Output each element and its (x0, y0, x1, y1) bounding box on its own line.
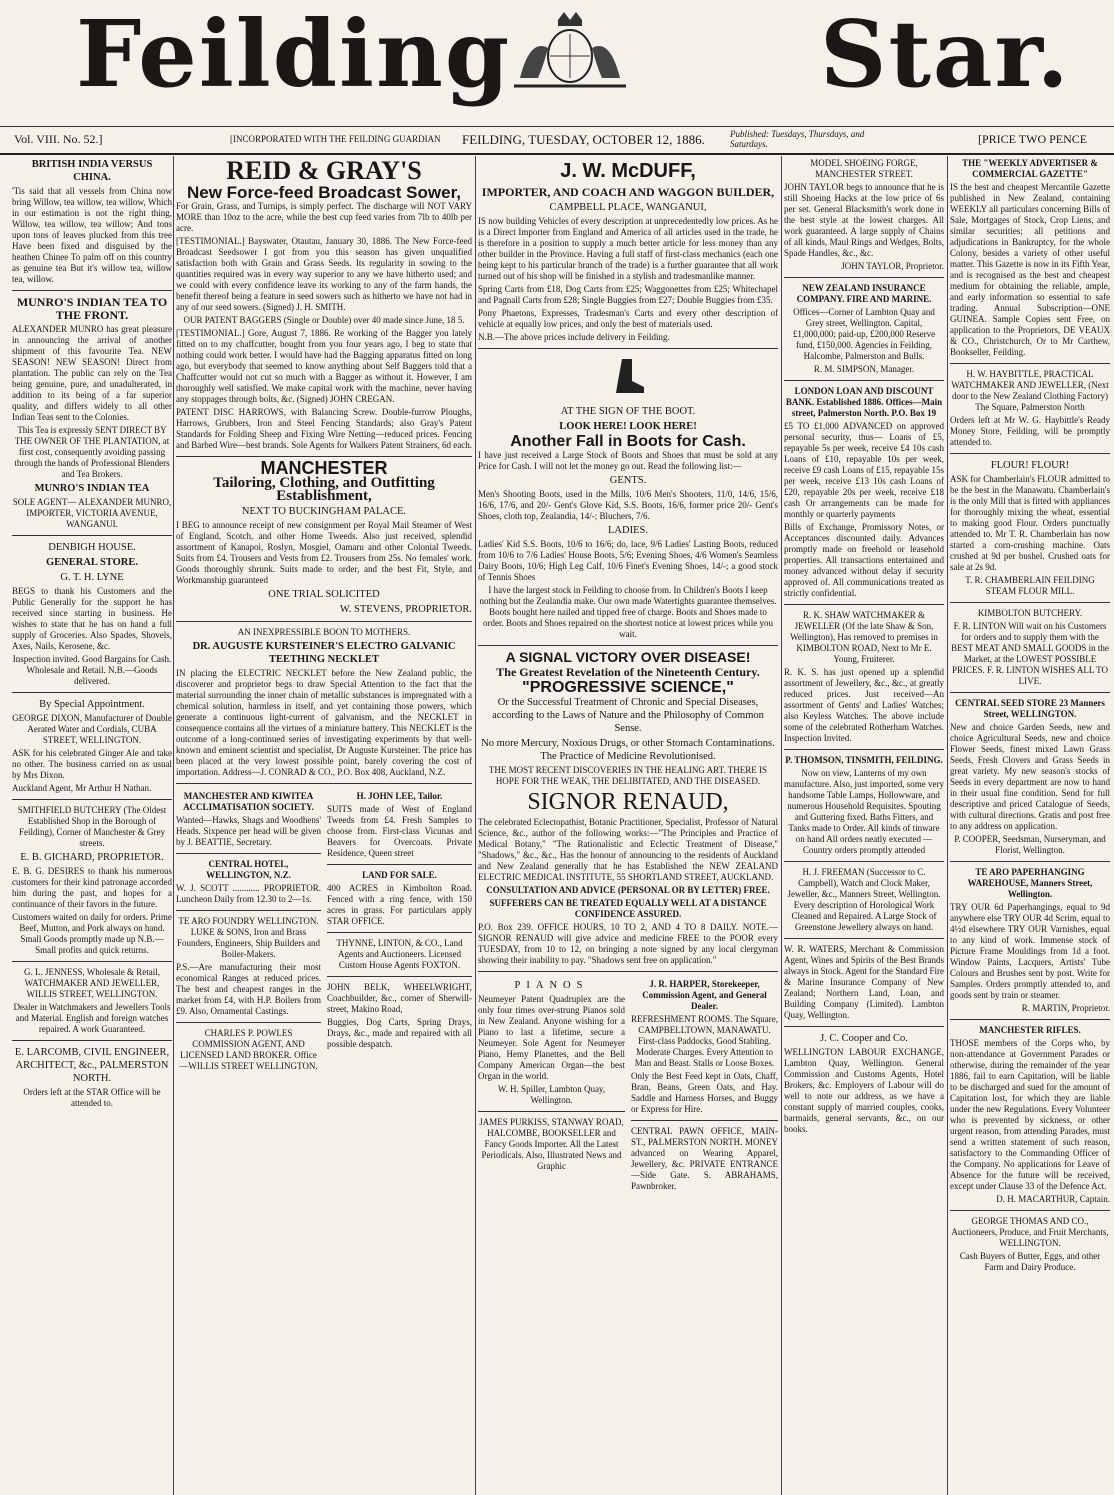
ad-body: I have the largest stock in Feilding to choose from. In Children's Boots I keep nothing but the Zealandia make. Our own made Watertights guarantee themselves. Boots bought here nailed and tipped free of charge. Boots and Shoes made to order. Boots and Shoes repaired on the shortest notice at lowest prices while you wait. (479, 585, 777, 639)
ad-body: W. H. Spiller, Lambton Quay, Wellington. (497, 1084, 606, 1105)
ad-body: I BEG to announce receipt of new consignment per Royal Mail Steamer of West of England, Scotch, and other Home Tweeds. Also just received, splendid assortment of Kanapoi, Roslyn, Mosgiel, Oamaru and other Colonial Tweeds. Suits from £4. Trousers and Vests from £2. Trousers from 25s. No females' work. Goods thoroughly shrunk. Suits made to order, and the best Fit, Style, and Workmanship guaranteed (176, 520, 472, 585)
ad-heading: NEXT TO BUCKINGHAM PALACE. (241, 506, 407, 517)
ad-heading: DR. AUGUSTE KURSTEINER'S ELECTRO GALVANIC TEETHING NECKLET (192, 641, 456, 665)
ad-heading: The Greatest Revelation of the Nineteenth Century. (496, 665, 760, 679)
ad-body: JAMES PURKISS, STANWAY ROAD, HALCOMBE, BOOKSELLER and Fancy Goods Importer. All the Latest Periodicals. Also, Illustrated News and Graphic (479, 1117, 624, 1171)
ad-heading: E. LARCOMB, CIVIL ENGINEER, ARCHITECT, &c., PALMERSTON NORTH. (14, 1047, 170, 1084)
small-ads-grid (478, 977, 778, 1194)
ad-body: JOHN BELK, WHEELWRIGHT, Coachbuilder, &c., corner of Sherwill-street, Makino Road, (327, 982, 472, 1014)
small-ads-grid (176, 789, 472, 1074)
ad-heading: SIGNOR RENAUD, (527, 789, 729, 815)
ad-body: P.S.—Are manufacturing their most economical Ranges at reduced prices. The best and cheapest ranges in the market from £4, with H.P. Boilers from £9. Also, Ornamental Castings. (176, 962, 321, 1016)
ad-heading: KIMBOLTON BUTCHERY. (977, 608, 1083, 618)
ad-body: The celebrated Eclectopathist, Botanic Practitioner, Specialist, Professor of Natural Science, &c., author of the following works:—"The Principles and Practice of Medical Botany," "The Rationalistic and Eclectic Treatment of Disease," "Shadows," &c., &c., Has the honour of announcing to the residents of Auckland and New Zealand generally that he has Established the NEW ZEALAND ELECTRIC MEDICAL INSTITUTE, 55 SHORTLAND STREET, AUCKLAND. (478, 817, 778, 882)
ad-body: F. R. LINTON Will wait on his Customers for orders and to supply them with the BEST MEAT AND SMALL GOODS in the Market, at the LOWEST POSSIBLE PRICES. F. R. LINTON WISHES ALL TO LIVE. (951, 621, 1109, 686)
ad-body: T. R. CHAMBERLAIN FEILDING STEAM FLOUR MILL. (965, 575, 1095, 596)
ad-heading: REID & GRAY'S (226, 156, 422, 185)
ad-heading: J. C. Cooper and Co. (820, 1033, 908, 1044)
ad-body: SMITHFIELD BUTCHERY (The Oldest Established Shop in the Borough of Feilding), Corner of Manchester & Grey streets. (17, 805, 167, 848)
ad-body: W. R. WATERS, Merchant & Commission Agent, Wines and Spirits of the Best Brands always in Stock. Agent for the Standard Fire & Marine Insurance Company of New Zealand; Northern Land, Loan, and Building Company (Limited). Lambton Quay, Wellington. (784, 944, 944, 1020)
issue-date: FEILDING, TUESDAY, OCTOBER 12, 1886. (462, 132, 705, 147)
ad-heading: GENERAL STORE. (45, 557, 138, 568)
column-4 (784, 156, 944, 1495)
incorporated-note: [INCORPORATED WITH THE FEILDING GUARDIAN (230, 134, 441, 144)
column-1 (12, 156, 172, 1495)
volume-number: Vol. VIII. No. 52.] (14, 132, 103, 146)
ad-body: R. M. SIMPSON, Manager. (813, 364, 915, 374)
ad-heading: G. T. H. LYNE (60, 572, 124, 583)
dateline (0, 126, 1114, 155)
ad-body: For Grain, Grass, and Turnips, is simply perfect. The discharge will NOT VARY MORE than 10oz to the acre, while the best cup feed varies from 7lb to 40lb per acre. (176, 201, 472, 233)
ad-heading: GENTS. (609, 475, 647, 486)
ad-body: CHARLES P. POWLES COMMISSION AGENT, AND LICENSED LAND BROKER. Office—WILLIS STREET WELLINGTON. (179, 1028, 318, 1071)
ad-body: D. H. MACARTHUR, Captain. (996, 1194, 1110, 1204)
ad-heading: FLOUR! FLOUR! (990, 460, 1070, 471)
ad-body: 'Tis said that all vessels from China now bring Willow, tea willow, tea willow, Which in our estimation is not the right thing, Willow, tea willow, tea willow; And tons upon tons of leaves plucked from this tree Have been fixed and disguised by the heathen Chinee To palm off on this country as genuine tea But it's willow tea, willow tea, willow. (12, 186, 172, 284)
column-2 (176, 156, 472, 1495)
masthead-title-right: Star. (820, 0, 1071, 108)
ad-heading: CENTRAL SEED STORE 23 Manners Street, WELLINGTON. (955, 698, 1105, 719)
ad-heading: LONDON LOAN AND DISCOUNT BANK. Established 1886. Offices—Main street, Palmerston North. P.O. Box 19 (785, 386, 943, 418)
ad-body: REFRESHMENT ROOMS. The Square, CAMPBELLTOWN, MANAWATU. First-class Paddocks, Good Stabling. Moderate Charges. Every Attention to Man and Beast. Stalls or Loose Boxes. (631, 1014, 778, 1068)
ad-heading: MODEL SHOEING FORGE, MANCHESTER STREET. (810, 158, 918, 179)
ad-body: Neumeyer Patent Quadruplex are the only four times over-strung Pianos sold in New Zealand. Anyone wishing for a Piano to last a lifetime, secure a Neumeyer. Sole Agent for Neumeyer Piano, Hemy Planettes, and the Bell Company American Organ—the best Organ in the world. (478, 994, 625, 1081)
ad-body: TRY OUR 6d Paperhangings, equal to 9d anywhere else TRY OUR 4d Scrim, equal to 4½d elsewhere TRY OUR Varnishes, equal to any kind of work. Immense stock of Picture Frame Mouldings from 1d a foot. Window Paints, Lacquers, Artists' Tube Colours and Brushes sent by post. Write for Samples. Orders promptly attended to, and goods sent by train or steamer. (950, 902, 1110, 1000)
ad-body: ONE TRIAL SOLICITED (268, 589, 380, 600)
ad-body: W. STEVENS, PROPRIETOR. (339, 604, 472, 615)
ad-heading: DENBIGH HOUSE. (48, 542, 136, 553)
ad-body: Orders left at Mr W. G. Haybittle's Ready Money Store, Feilding, will be promptly attended to. (950, 415, 1110, 447)
ad-body: Offices—Corner of Lambton Quay and Grey street, Wellington. Capital, £1,000,000; paid-up, £200,000 Reserve fund, £150,000. Agencies in Feilding, Halcombe, Palmerston and Bulls. (792, 307, 936, 361)
ad-body: Pony Phaetons, Expresses, Tradesman's Carts and every other description of vehicle at equally low prices, and only the best of materials used. (478, 308, 778, 329)
ad-body: Customers waited on daily for orders. Prime Beef, Mutton, and Pork always on hand. Small Goods promptly made up N.B.—Small profits and quick returns. (12, 912, 172, 955)
ad-body: SUITS made of West of England Tweeds from £4. Fresh Samples to choose from. First-class Vicunas and Beavers for Overcoats. Private Residence, Queen street (327, 804, 472, 858)
boot-icon (608, 357, 648, 397)
ad-body: Wanted—Hawks, Shags and Woodhens' Heads. Sixpence per head will be given by J. BEATTIE, Secretary. (176, 815, 321, 847)
ad-body: P.O. Box 239. OFFICE HOURS, 10 TO 2, AND 4 TO 8 DAILY. NOTE.—SIGNOR RENAUD will give advice and medicine FREE to the POOR every TUESDAY, from 10 to 12, on bringing a note signed by any local clergyman showing their inability to pay. "Shadows sent free on application." (478, 922, 778, 965)
ad-body: [TESTIMONIAL.] Gore, August 7, 1886. Re working of the Bagger you lately fitted on to my chaffcutter, bought from you four years ago, I beg to state that nothing could work better. I would have had the Bagging apparatus fitted on long ago, but everybody that seemed to know anything about Self Baggers told that a Chaffcutter would not cut so much with a Bagger as without it. However, I am thoroughly well satisfied. We make capital work with the machine, never having any stoppages through bolts, &c. (Signed) JOHN CREGAN. (176, 328, 472, 404)
ad-body: G. L. JENNESS, Wholesale & Retail, WATCHMAKER AND JEWELLER, WILLIS STREET, WELLINGTON. (23, 967, 161, 999)
ad-body: IS now building Vehicles of every description at unprecedentedly low prices. As he is a Direct Importer from England and America of all articles used in the trade, he is therefore in a position to supply a much better article for less money than any other builder in the Province. Having a full staff of first-class mechanics (each one being kept to his particular branch of the trade) is a further guarantee that all work turned out of his shop will be finished in a stylish and tradesmanlike manner. (478, 216, 778, 281)
ad-heading: Tailoring, Clothing, and Outfitting Establishment, (213, 475, 435, 504)
ad-heading: P. THOMSON, TINSMITH, FEILDING. (785, 755, 943, 765)
ad-body: R. K. S. has just opened up a splendid assortment of Jewellery, &c., &c., at greatly reduced prices. Just received—An assortment of Gents' and Ladies' Watches; also Keyless Watches. The above include some of the celebrated Rotherham Watches. Inspection Invited. (784, 667, 944, 743)
ad-heading: PIANOS (514, 980, 589, 991)
ad-body: ASK for his celebrated Ginger Ale and take no other. The business carried on as usual by Mrs Dixon. (12, 748, 172, 780)
ad-heading: MUNRO'S INDIAN TEA (34, 483, 150, 494)
ad-body: P. COOPER, Seedsman, Nurseryman, and Florist, Wellington. (954, 834, 1106, 855)
ad-heading: Another Fall in Boots for Cash. (510, 433, 746, 450)
ad-body: No more Mercury, Noxious Drugs, or other Stomach Contaminations. The Practice of Medicine Revolutionised. (481, 738, 775, 762)
ad-heading: MUNRO'S INDIAN TEA TO THE FRONT. (16, 295, 168, 322)
ad-heading: H. JOHN LEE, Tailor. (356, 791, 443, 801)
ad-body: Ladies' Kid S.S. Boots, 10/6 to 16/6; do, lace, 9/6 Ladies' Lasting Boots, reduced from 10/6 to 7/6 Ladies' House Boots, 5/6; Evening Shoes, 4/6 Women's Seamless Dairy Boots, 10/6; High Leg Calf, 10/6 Finet's Evening Shoes, 14/-; a good stock of Tennis Shoes (478, 539, 778, 582)
ad-body: H. J. FREEMAN (Successor to C. Campbell), Watch and Clock Maker, Jeweller, &c., Manners Street, Wellington. Every description of Horological Work Cleaned and Repaired. A Large Stock of Greenstone Jewellery always on hand. (787, 867, 941, 932)
ad-body: R. MARTIN, Proprietor. (1021, 1003, 1110, 1013)
ad-body: ALEXANDER MUNRO has great pleasure in announcing the arrival of another shipment of this favourite Tea. NEW SEASON! NEW SEASON! Direct from plantation. The public can rely on the Tea being genuine, pure, and unadulterated, in addition to its being of a far superior quality, and differs widely to all other Indian Teas sent to the Colonies. (12, 324, 172, 422)
ad-heading: E. B. GICHARD, PROPRIETOR. (20, 852, 164, 863)
ad-heading: TE ARO FOUNDRY WELLINGTON. LUKE & SONS, Iron and Brass Founders, Engineers, Ship Builders and Boiler-Makers. (177, 916, 320, 959)
ad-body: Only the Best Feed kept in Oats, Chaff, Bran, Beans, Green Oats, and Hay. Saddle and Harness Horses, and Buggy or Express for Hire. (631, 1071, 778, 1114)
ad-heading: J. W. McDUFF, (560, 160, 696, 182)
ad-heading: NEW ZEALAND INSURANCE COMPANY. FIRE AND MARINE. (796, 283, 932, 304)
masthead-title-left: Feilding (76, 0, 512, 108)
ad-body: Men's Shooting Boots, used in the Mills, 10/6 Men's Shooters, 11/0, 14/6, 15/6, 16/6, 17/6, and 20/- Gent's Glove Kid, S.S. Boots, 16/6, former price 20/- Gent's Shoes, cloth top, Zealandia, 14/-; Bluchers, 7/6. (478, 489, 778, 521)
ad-body: SOLE AGENT— ALEXANDER MUNRO, IMPORTER, VICTORIA AVENUE, WANGANUI. (12, 497, 172, 529)
ad-body: N.B.—The above prices include delivery in Feilding. (478, 332, 670, 342)
ad-body: W. J. SCOTT ............ PROPRIETOR. Luncheon Daily from 12.30 to 2—1s. (176, 883, 321, 904)
ad-body: Or the Successful Treatment of Chronic and Special Diseases, according to the Laws of Nature and the Philosophy of Common Sense. (492, 697, 764, 734)
ad-body: THYNNE, LINTON, & CO., Land Agents and Auctioneers. Licensed Custom House Agents FOXTON. (336, 938, 463, 970)
ad-body: Buggies, Dog Carts, Spring Drays, Drays, &c., made and repaired with all possible despatch. (327, 1017, 472, 1049)
ad-heading: LAND FOR SALE. (362, 870, 437, 880)
ad-body: [TESTIMONIAL.] Bayswater, Otautau, January 30, 1886. The New Force-feed Broadcast Seedsower I got from you this season has given unqualified satisfaction both with Grain and Grass Seeds. Its regularity in sowing to the quantities required was in every way superior to any we have hitherto used; and we could with every confidence leave its working to any of the farm hands, the benefit thereof being a feature in seed sowers such as hitherto we have not had in any of our seed sowers. (Signed) J. H. SMITH. (176, 236, 472, 312)
ad-heading: IMPORTER, AND COACH AND WAGGON BUILDER, (481, 185, 775, 199)
ad-body: I have just received a Large Stock of Boots and Shoes that must be sold at any Price for Cash. I will not let the money go out. Read the following list:— (478, 450, 778, 471)
price: [PRICE TWO PENCE (978, 132, 1088, 146)
ad-body: Now on view, Lanterns of my own manufacture. Also, just imported, some very handsome Table Lamps, Hollowware, and numerous Household Requisites. Spouting and Guttering fixed. Baths Fitters, and Tanks made to Order. All kinds of tinware on hand All orders neatly executed — Country orders promptly attended (784, 768, 944, 855)
columns (0, 156, 1114, 1495)
ad-body: CENTRAL PAWN OFFICE, MAIN-ST., PALMERSTON NORTH. MONEY advanced on Wearing Apparel, Jewellery, &c. PRIVATE ENTRANCE—Side Gate. S. ABRAHAMS, Pawnbroker. (631, 1126, 778, 1191)
ad-heading: By Special Appointment. (39, 699, 145, 710)
ad-body: IS the best and cheapest Mercantile Gazette published in New Zealand, containing WEEKLY all particulars concerning Bills of Sale, Mortgages of Stock, Crop Liens, and similar securities; all petitions and adjudications in Bankruptcy, for the whole Colony, besides a variety of other useful matter. This Gazette is now in its Fifth Year, and is recognised as the best and cheapest medium for obtaining the reliable, ample, and early information so essential to safe trading. Annual Subscription—ONE GUINEA. Sample Copies sent Free, on application to the Proprietors, DE VEAUX & CO., Christchurch, Or to Mr Carthew, Bookseller, Feilding. (950, 182, 1110, 357)
ad-heading: "PROGRESSIVE SCIENCE," (522, 679, 734, 696)
ad-body: Inspection invited. Good Bargains for Cash. Wholesale and Retail. N.B.—Goods delivered. (12, 654, 172, 686)
ad-heading: CENTRAL HOTEL, WELLINGTON, N.Z. (206, 859, 291, 880)
ad-body: JOHN TAYLOR begs to announce that he is still Shoeing Hacks at the low price of 6s per set. General Blacksmith's work done in the best style at the lowest charges. All work guaranteed. A large supply of Chains of all kinds, Maul Rings and Wedges, Bolts, Spade Handles, &c., &c. (784, 182, 944, 258)
ad-body: H. W. HAYBITTLE, PRACTICAL WATCHMAKER AND JEWELLER, (Next door to the New Zealand Clothing Factory) The Square, Palmerston North (951, 369, 1109, 412)
royal-crest-icon (500, 8, 640, 92)
ad-heading: LADIES. (608, 525, 648, 536)
ad-heading: AN INEXPRESSIBLE BOON TO MOTHERS. (237, 627, 411, 637)
ad-heading: BRITISH INDIA VERSUS CHINA. (31, 159, 153, 183)
ad-heading: LOOK HERE! LOOK HERE! (559, 421, 697, 432)
ad-body: PATENT DISC HARROWS, with Balancing Screw. Double-furrow Ploughs, Harrows, Grubbers, Iron and Steel Fencing Standards; also Gray's Patent Standards for Folding Sheep and Fixing Wire Netting—reduced prices. Fencing and Barbed Wire—best brands. Sole Agents for Walkers Patent Strainers, 6d each. (176, 407, 472, 450)
ad-body: BEGS to thank his Customers and the Public Generally for the support he has received since starting in business. He wishes to state that he has on hand a full supply of Groceries. Also Spades, Shovels, Axes, Nails, Kerosene, &c. (12, 586, 172, 651)
ad-body: WELLINGTON LABOUR EXCHANGE, Lambton Quay, Wellington. General Commission and Customs Agents, Hotel Brokers, &c. Employers of Labour will do well to note our address, as we have a constant supply of married couples, cooks, barmaids, general servants, &c., on our books. (784, 1047, 944, 1134)
ad-heading: A SIGNAL VICTORY OVER DISEASE! (505, 649, 751, 665)
ad-body: JOHN TAYLOR, Proprietor. (841, 261, 944, 271)
ad-body: CONSULTATION AND ADVICE (PERSONAL OR BY LETTER) FREE. (486, 885, 770, 895)
ad-body: IN placing the ELECTRIC NECKLET before the New Zealand public, the discoverer and proprietor begs to draw Special Attention to the fact that the material surrounding the inner chain of metallic substances is impregnated with a chemical solution, harmless in itself, and yet containing those powers, which generate a continuous light-current of galvanism, and the NECKLET in consequence contains all the virtues of a miniature battery. This NECKLET is the outcome of a long-continued series of investigating experiments by that well-known and eminent scientist and specialist, Dr Auguste Kursteiner. The price has been placed at the very lowest possible point, barely covering the cost of importation. Address—J. CONRAD & CO., P.O. Box 408, Auckland, N.Z. (176, 668, 472, 777)
ad-body: GEORGE THOMAS AND CO., Auctioneers, Produce, and Fruit Merchants, WELLINGTON. (951, 1216, 1109, 1248)
ad-body: GEORGE DIXON, Manufacturer of Double Aerated Water and Cordials, CUBA STREET, WELLINGTON. (12, 713, 172, 745)
ad-body: Orders left at the STAR Office will be attended to. (23, 1087, 161, 1108)
ad-body: Cash Buyers of Butter, Eggs, and other Farm and Dairy Produce. (959, 1251, 1101, 1272)
ad-body: Spring Carts from £18, Dog Carts from £25; Waggonettes from £25; Whitechapel and Pagnall Carts from £28; Single Buggies from £27; Double Buggies from £35. (478, 284, 778, 305)
ad-body: Auckland Agent, Mr Arthur H Nathan. (12, 783, 152, 793)
ad-heading: MANCHESTER RIFLES. (979, 1025, 1081, 1035)
masthead (0, 0, 1114, 108)
ad-body: £5 TO £1,000 ADVANCED on approved personal security, thus— Loans of £5, repayable 5s per week, receive £4 10s cash Loans of £10, repayable 10s per week, receive £9 cash Loans of £15, repayable 15s per week, receive £13 10s cash Loans of £20, repayable 20s per week, receive £18 cash Or arrangements can be made for monthly or quarterly payments (784, 421, 944, 519)
ad-heading: CAMPBELL PLACE, WANGANUI, (549, 202, 707, 213)
ad-heading: MANCHESTER AND KIWITEA ACCLIMATISATION SOCIETY. (183, 791, 314, 812)
ad-body: This Tea is expressly SENT DIRECT BY THE OWNER OF THE PLANTATION, at first cost, consequently avoiding passing through the hands of Professional Blenders and Tea Brokers. (14, 425, 170, 479)
ad-heading: New Force-feed Broadcast Sower, (187, 183, 461, 202)
ad-body: E. B. G. DESIRES to thank his numerous customers for their kind patronage accorded him during the past, and hopes for a continuance of their favors in the future. (12, 866, 172, 909)
ad-body: SUFFERERS CAN BE TREATED EQUALLY WELL AT A DISTANCE CONFIDENCE ASSURED. (489, 898, 767, 919)
ad-body: New and choice Garden Seeds, new and choice Agricultural Seeds, new and choice Flower Seeds, finest mixed Lawn Grass Seeds, Fresh Clovers and Grass Seeds in great variety. My new season's stocks of Seeds in every department are now to hand in their usual fine condition. Send for full descriptive and priced Catalogue of Seeds, with cultural directions. Gratis and post free to any address on application. (950, 722, 1110, 831)
publication-days: Published: Tuesdays, Thursdays, and Saturdays. (730, 129, 865, 149)
column-3 (478, 156, 778, 1495)
ad-body: R. K. SHAW WATCHMAKER & JEWELLER (Of the late Shaw & Son, Wellington), Has removed to premises in KIMBOLTON ROAD, Next to Mr E. Young, Fruiterer. (790, 610, 938, 664)
ad-body: THE MOST RECENT DISCOVERIES IN THE HEALING ART. THERE IS HOPE FOR THE WEAK, THE DELIBITATED, AND THE DISEASED. (488, 765, 768, 786)
column-5 (950, 156, 1110, 1495)
ad-heading: THE "WEEKLY ADVERTISER & COMMERCIAL GAZETTE" (962, 158, 1098, 179)
ad-body: THOSE members of the Corps who, by non-attendance at Government Parades or otherwise, during the remainder of the year 1886, fail to earn Capitation, will be liable to be discharged and sued for the amount of Capitation lost, for which they are liable under the new Regulations. Every Volunteer who is prevented by sickness, or other urgent reason, from attending Parades, must send a written statement of such reason, satisfactory to the Commanding Officer of the Company. No applications for Leave of Absence for the future will be received, except under Clause 33 of the Defence Act. (950, 1038, 1110, 1191)
ad-body: 400 ACRES in Kimbolton Road. Fenced with a ring fence, with 150 acres in grass. For particulars apply STAR OFFICE. (327, 883, 472, 926)
ad-body: Bills of Exchange, Promissory Notes, or Acceptances discounted daily. Advances promptly made on freehold or leasehold properties. All transactions entertained and money advanced without delay if security approved of. All communications treated as strictly confidential. (784, 522, 944, 598)
ad-heading: MANCHESTER (260, 458, 388, 478)
ad-body: ASK for Chamberlain's FLOUR admitted to be the best in the Manawatu. Chamberlain's is the only Mill that is fitted with appliances for thoroughly mixing the wheat, essential to making good Flour. Orders punctually attended to. Mr T. R. Chamberlain has now started a corn-crushing machine. Oats crushed at 9d per bushel. Crushed oats for sale at 2s 9d. (950, 474, 1110, 572)
ad-body: OUR PATENT BAGGERS (Single or Double) over 40 made since June, 18 5. (183, 315, 465, 325)
ad-heading: J. R. HARPER, Storekeeper, Commission Agent, and General Dealer. (642, 979, 767, 1011)
ad-heading: TE ARO PAPERHANGING WAREHOUSE, Manners Street, Wellington. (967, 867, 1093, 899)
ad-body: Dealer in Watchmakers and Jewellers Tools and Material. English and foreign watches repaired. A work Guaranteed. (13, 1002, 171, 1034)
ad-heading: AT THE SIGN OF THE BOOT. (560, 406, 696, 417)
